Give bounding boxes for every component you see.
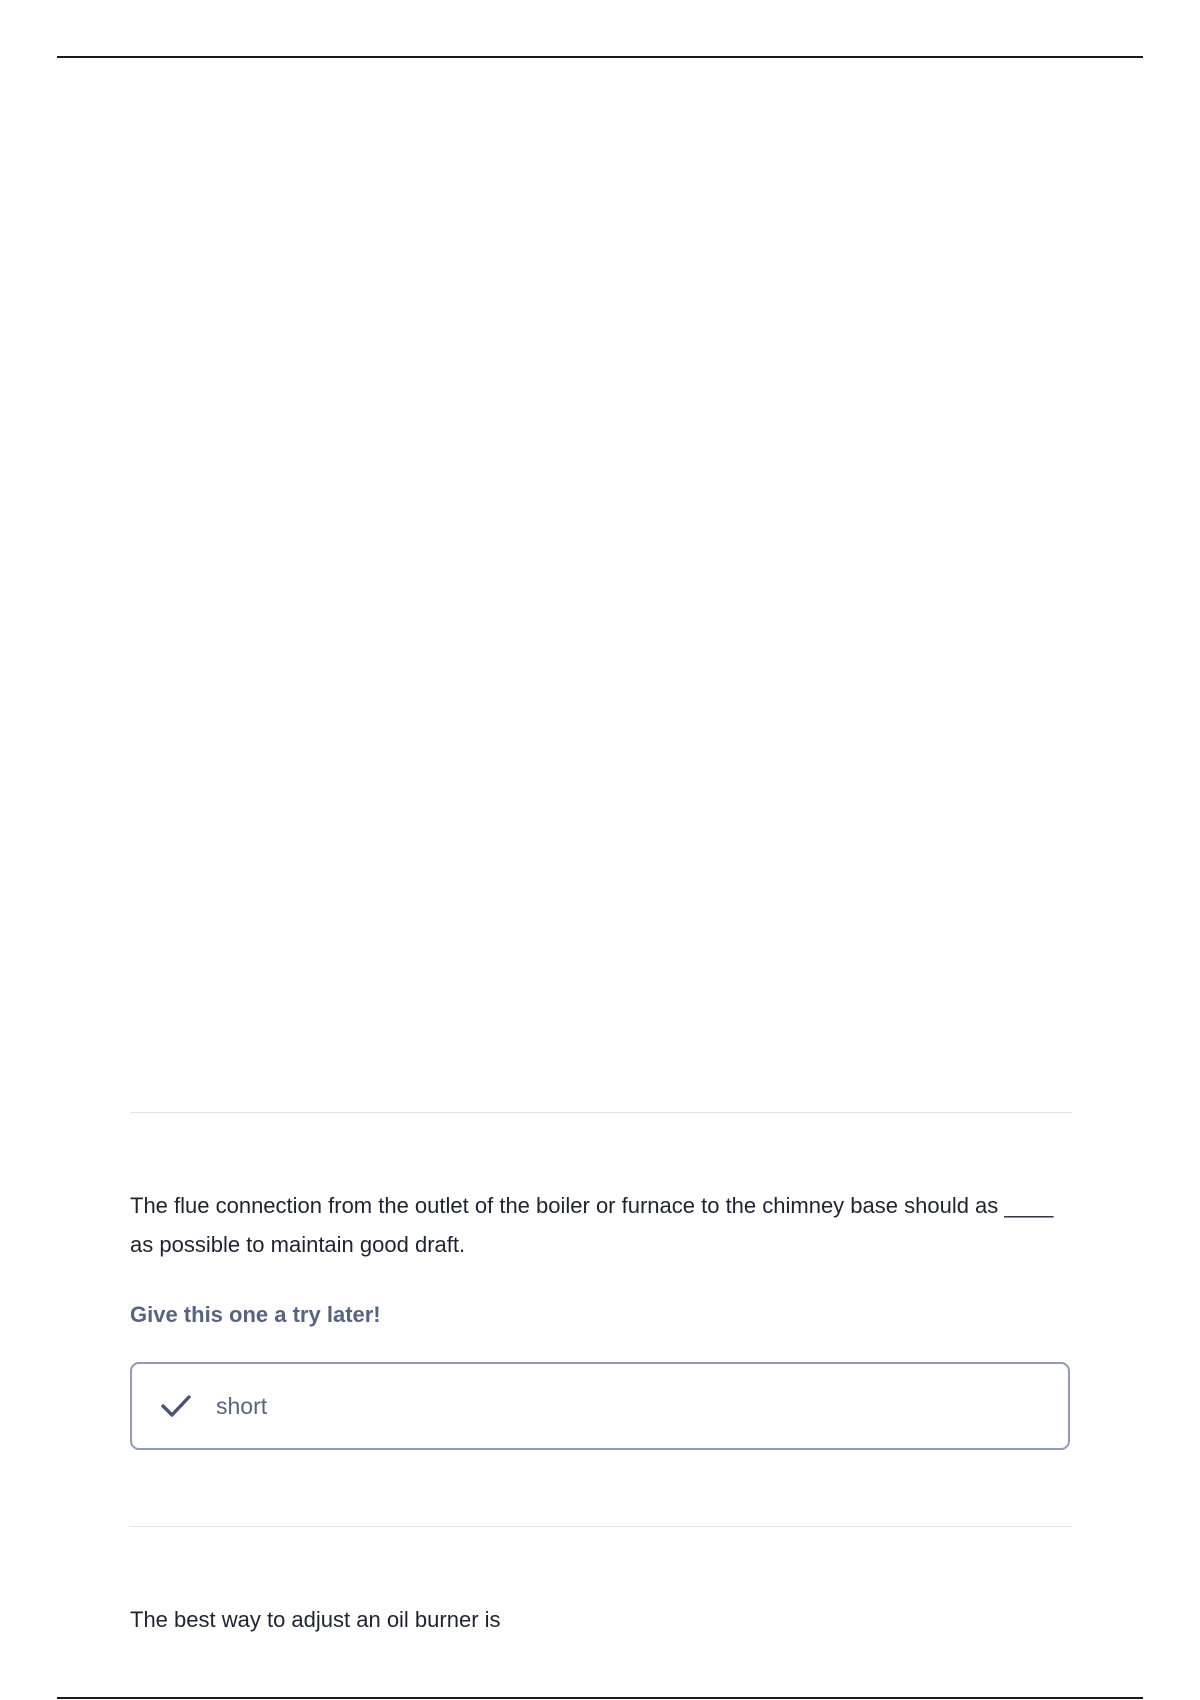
- question-divider: [130, 1112, 1072, 1113]
- page-top-rule: [57, 56, 1143, 58]
- question-1-text: The flue connection from the outlet of the boiler or furnace to the chimney base should as ____ as possible to maintain good draft.: [130, 1193, 1054, 1257]
- page-bottom-rule: [57, 1697, 1143, 1699]
- question-2-text: The best way to adjust an oil burner is: [130, 1607, 501, 1632]
- question-1-answer-option[interactable]: [130, 1362, 1070, 1450]
- question-1-answer-label: short: [216, 1392, 268, 1419]
- question-divider: [130, 1526, 1072, 1527]
- check-icon: [158, 1388, 194, 1424]
- question-1-feedback: Give this one a try later!: [130, 1302, 381, 1327]
